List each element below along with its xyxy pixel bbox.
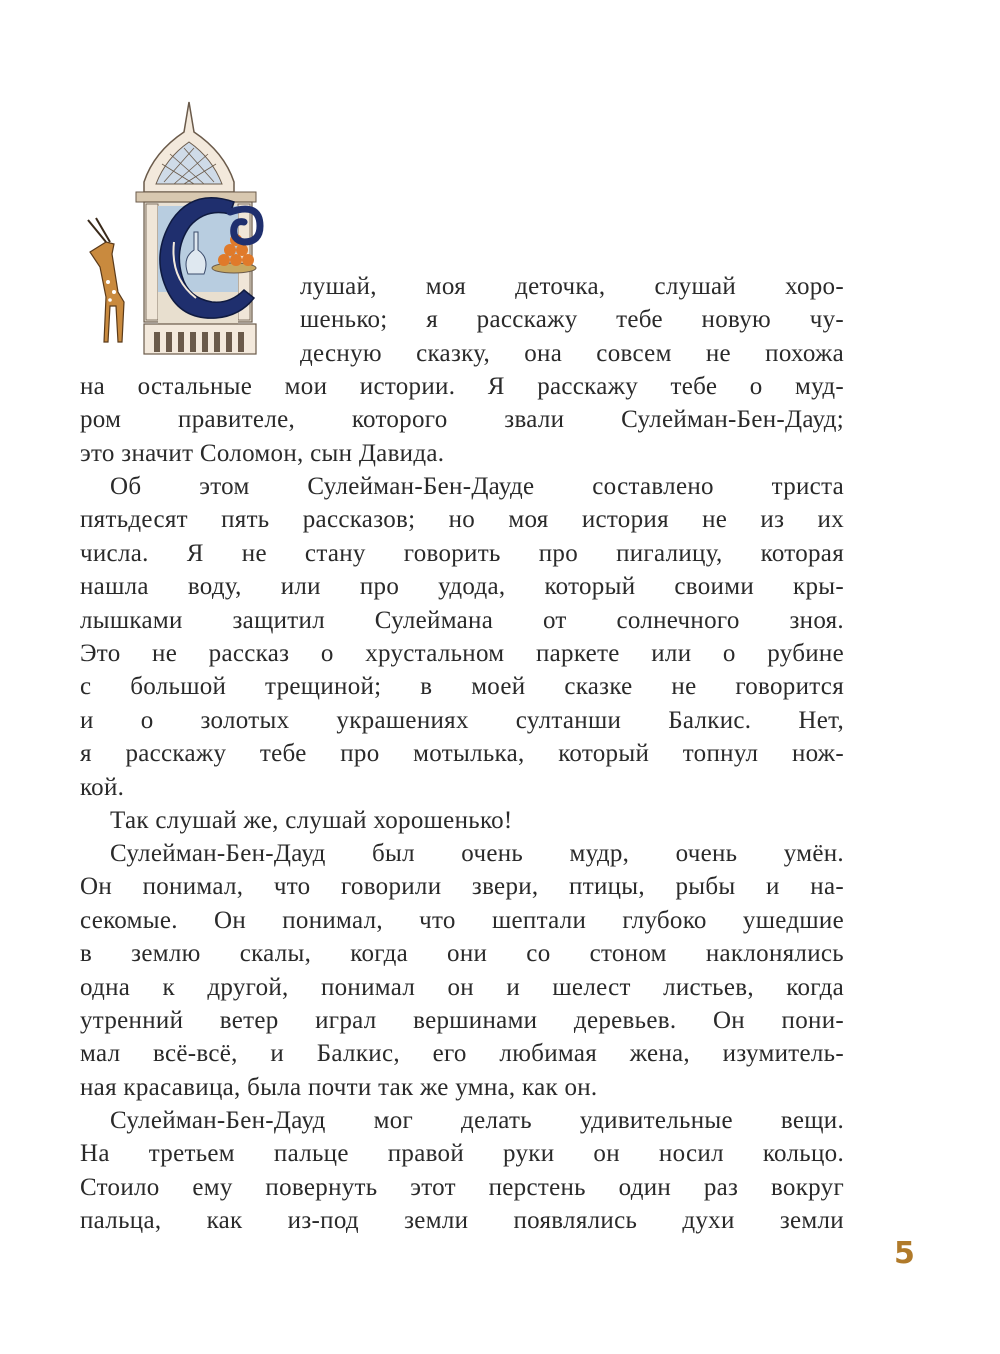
text-line: лышками защитил Сулеймана от солнечного зноя. bbox=[80, 606, 844, 634]
paragraph-3 bbox=[80, 804, 844, 837]
text-line: и о золотых украшениях султанши Балкис. Нет, bbox=[80, 706, 844, 734]
text-line: Об этом Сулейман-Бен-Дауде составлено триста bbox=[110, 473, 844, 500]
text-line: секомые. Он понимал, что шептали глубоко ушедшие bbox=[80, 906, 844, 934]
text-line: это значит Соломон, сын Давида. bbox=[80, 439, 445, 467]
text-line: пальца, как из-под земли появлялись духи земли bbox=[80, 1207, 844, 1235]
gazelle-icon bbox=[88, 218, 124, 342]
text-line: На третьем пальце правой руки он носил кольцо. bbox=[80, 1140, 844, 1168]
page-number: 5 bbox=[894, 1236, 915, 1271]
paragraph-1 bbox=[80, 370, 844, 470]
text-line: шенько; я расскажу тебе новую чу- bbox=[300, 306, 844, 334]
text-line: Он понимал, что говорили звери, птицы, рыбы и на- bbox=[80, 873, 844, 901]
text-line: десную сказку, она совсем не похожа bbox=[300, 339, 844, 367]
text-line: на остальные мои истории. Я расскажу тебе о муд- bbox=[80, 373, 844, 400]
paragraph-5 bbox=[80, 1104, 844, 1238]
drop-cap-illustration bbox=[84, 92, 294, 360]
text-line: в землю скалы, когда они со стоном наклонялись bbox=[80, 940, 844, 968]
text-line: утренний ветер играл вершинами деревьев. Он пони- bbox=[80, 1006, 844, 1034]
text-line: Сулейман-Бен-Дауд мог делать удивительные вещи. bbox=[110, 1107, 844, 1134]
text-line: лушай, моя деточка, слушай хоро- bbox=[300, 273, 844, 300]
paragraph-2 bbox=[80, 470, 844, 804]
paragraph-4 bbox=[80, 837, 844, 1104]
text-line: Так слушай же, слушай хорошенько! bbox=[110, 807, 513, 834]
text-line: я расскажу тебе про мотылька, который топнул нож- bbox=[80, 740, 844, 768]
text-line: мал всё-всё, и Балкис, его любимая жена, изумитель- bbox=[80, 1040, 844, 1068]
text-line: Сулейман-Бен-Дауд был очень мудр, очень умён. bbox=[110, 840, 844, 867]
text-line: ная красавица, была почти так же умна, как он. bbox=[80, 1073, 598, 1101]
text-line: нашла воду, или про удода, который своими кры- bbox=[80, 573, 844, 601]
colonnade bbox=[144, 324, 256, 354]
drop-cap-lines bbox=[300, 270, 844, 370]
text-line: одна к другой, понимал он и шелест листьев, когда bbox=[80, 973, 844, 1001]
text-line: пятьдесят пять рассказов; но моя история не из их bbox=[80, 506, 844, 534]
text-line: числа. Я не стану говорить про пигалицу, которая bbox=[80, 539, 844, 567]
text-line: кой. bbox=[80, 773, 125, 801]
text-line: Стоило ему повернуть этот перстень один раз вокруг bbox=[80, 1173, 844, 1201]
text-line: ром правителе, которого звали Сулейман-Бен-Дауд; bbox=[80, 406, 844, 434]
text-line: Это не рассказ о хрустальном паркете или о рубине bbox=[80, 639, 844, 667]
text-line: с большой трещиной; в моей сказке не говорится bbox=[80, 673, 844, 701]
